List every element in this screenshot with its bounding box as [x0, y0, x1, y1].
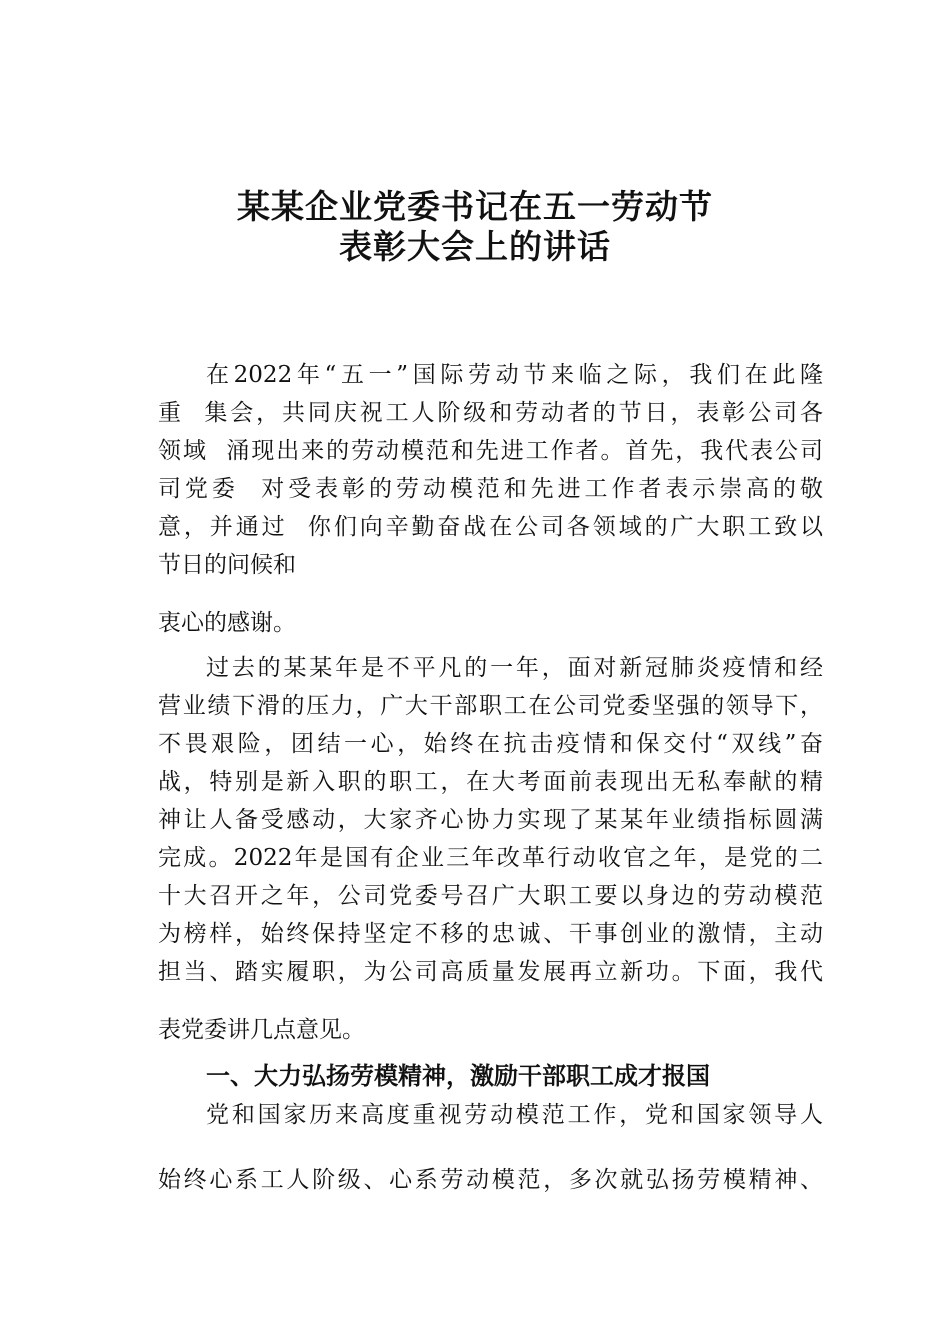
paragraph-line: 完成。2022年是国有企业三年改革行动收官之年，是党的二	[158, 845, 823, 871]
paragraph-line: 党和国家历来高度重视劳动模范工作，党和国家领导人	[206, 1102, 823, 1128]
document-title-line-1: 某某企业党委书记在五一劳动节	[237, 187, 713, 226]
document-title-line-2: 表彰大会上的讲话	[339, 227, 611, 266]
paragraph-line: 担当、踏实履职，为公司高质量发展再立新功。下面，我代	[158, 959, 823, 985]
paragraph-line: 表党委讲几点意见。	[158, 1017, 365, 1043]
paragraph-line: 营业绩下滑的压力，广大干部职工在公司党委坚强的领导下，	[158, 693, 823, 719]
paragraph-line: 领域 涌现出来的劳动模范和先进工作者。首先，我代表公司	[158, 438, 823, 464]
paragraph-line: 在2022年“五一”国际劳动节来临之际，我们在此隆	[206, 362, 823, 388]
paragraph-line: 神让人备受感动，大家齐心协力实现了某某年业绩指标圆满	[158, 807, 823, 833]
paragraph-line: 十大召开之年，公司党委号召广大职工要以身边的劳动模范	[158, 883, 823, 909]
paragraph-line: 重 集会，共同庆祝工人阶级和劳动者的节日，表彰公司各	[158, 400, 823, 426]
paragraph-line: 节日的问候和	[158, 552, 296, 578]
paragraph-line: 不畏艰险，团结一心，始终在抗击疫情和保交付“双线”奋	[158, 731, 823, 757]
paragraph-line: 始终心系工人阶级、心系劳动模范，多次就弘扬劳模精神、	[158, 1167, 823, 1193]
section-heading: 一、大力弘扬劳模精神，激励干部职工成才报国	[206, 1062, 710, 1090]
paragraph-line: 衷心的感谢。	[158, 610, 296, 636]
paragraph-line: 战，特别是新入职的职工，在大考面前表现出无私奉献的精	[158, 769, 823, 795]
paragraph-line: 意，并通过 你们向辛勤奋战在公司各领域的广大职工致以	[158, 514, 823, 540]
paragraph-line: 司党委 对受表彰的劳动模范和先进工作者表示崇高的敬	[158, 476, 823, 502]
paragraph-line: 过去的某某年是不平凡的一年，面对新冠肺炎疫情和经	[206, 655, 823, 681]
paragraph-line: 为榜样，始终保持坚定不移的忠诚、干事创业的激情，主动	[158, 921, 823, 947]
